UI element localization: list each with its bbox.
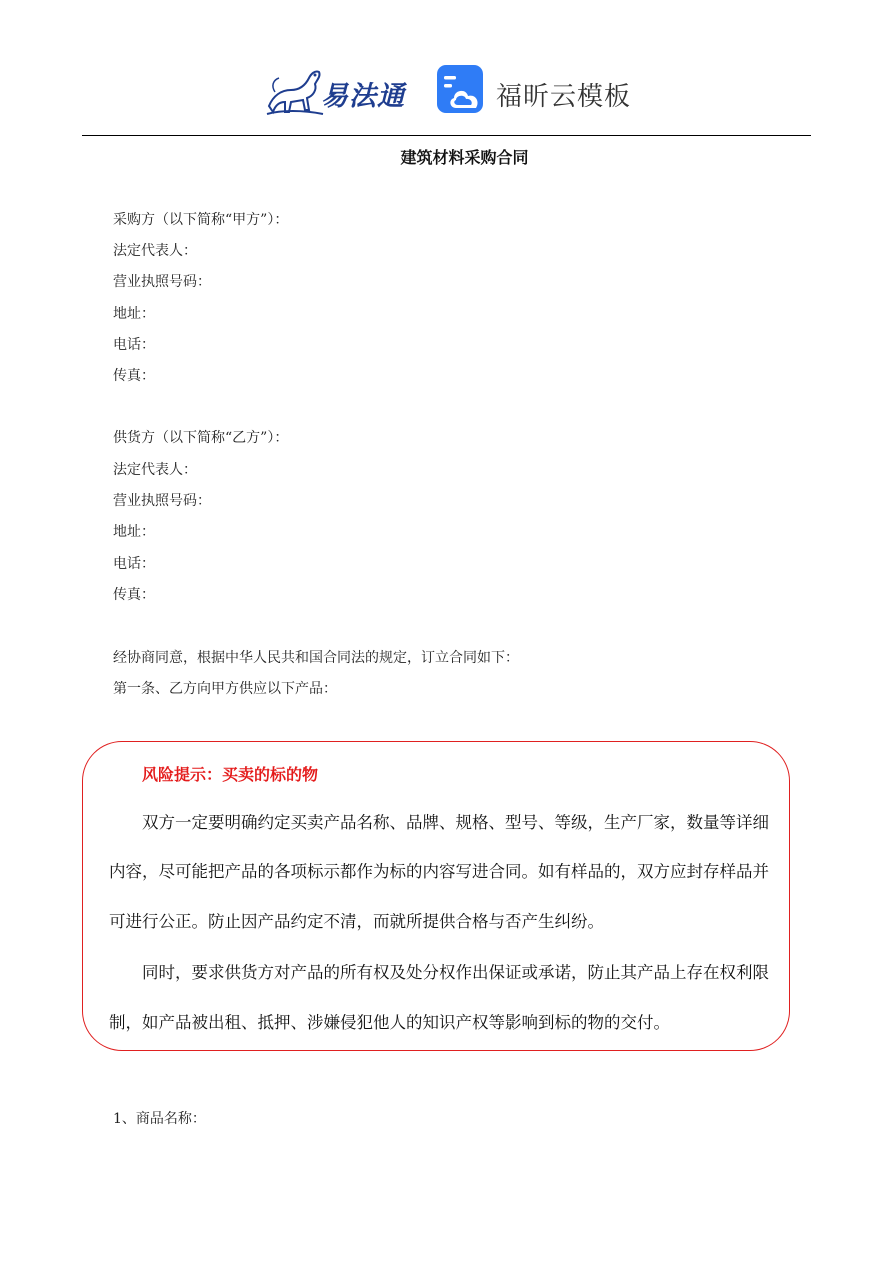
risk-warning-title: 风险提示：买卖的标的物	[142, 765, 319, 784]
party-b-address: 地址：	[113, 524, 155, 540]
fuxin-cloud-icon	[436, 64, 486, 116]
risk-warning-line: 制，如产品被出租、抵押、涉嫌侵犯他人的知识产权等影响到标的物的交付。	[109, 1013, 670, 1032]
party-b-fax: 传真：	[113, 587, 155, 603]
fuxin-logo	[436, 64, 646, 120]
yifatong-logo	[263, 62, 413, 118]
header-logos	[0, 58, 893, 122]
document-title: 建筑材料采购合同	[400, 148, 529, 167]
risk-warning-line: 可进行公正。防止因产品约定不清，而就所提供合格与否产生纠纷。	[109, 912, 604, 931]
party-a-address: 地址：	[113, 306, 155, 322]
party-a-license-no: 营业执照号码：	[113, 274, 211, 290]
party-b-legal-rep: 法定代表人：	[113, 462, 197, 478]
risk-warning-line: 内容，尽可能把产品的各项标示都作为标的内容写进合同。如有样品的，双方应封存样品并	[109, 862, 769, 881]
party-b-phone: 电话：	[113, 556, 155, 572]
header-divider	[82, 135, 811, 136]
party-a-phone: 电话：	[113, 337, 155, 353]
risk-warning-line: 双方一定要明确约定买卖产品名称、品牌、规格、型号、等级，生产厂家，数量等详细	[142, 813, 769, 832]
party-a-legal-rep: 法定代表人：	[113, 243, 197, 259]
party-a-fax: 传真：	[113, 368, 155, 384]
article-1: 第一条、乙方向甲方供应以下产品：	[113, 681, 337, 697]
party-b-heading: 供货方（以下简称“乙方”）：	[113, 430, 289, 446]
risk-warning-box	[82, 741, 790, 1051]
fuxin-logo-text: 福昕云模板	[496, 82, 632, 112]
qilin-emblem-icon	[263, 62, 325, 118]
party-a-heading: 采购方（以下简称“甲方”）：	[113, 212, 289, 228]
yifatong-logo-text: 易法通	[321, 81, 405, 112]
item-1-product-name: 1、商品名称：	[113, 1111, 206, 1127]
intro-paragraph: 经协商同意，根据中华人民共和国合同法的规定，订立合同如下：	[113, 650, 519, 666]
risk-warning-line: 同时，要求供货方对产品的所有权及处分权作出保证或承诺，防止其产品上存在权利限	[142, 963, 769, 982]
party-b-license-no: 营业执照号码：	[113, 493, 211, 509]
